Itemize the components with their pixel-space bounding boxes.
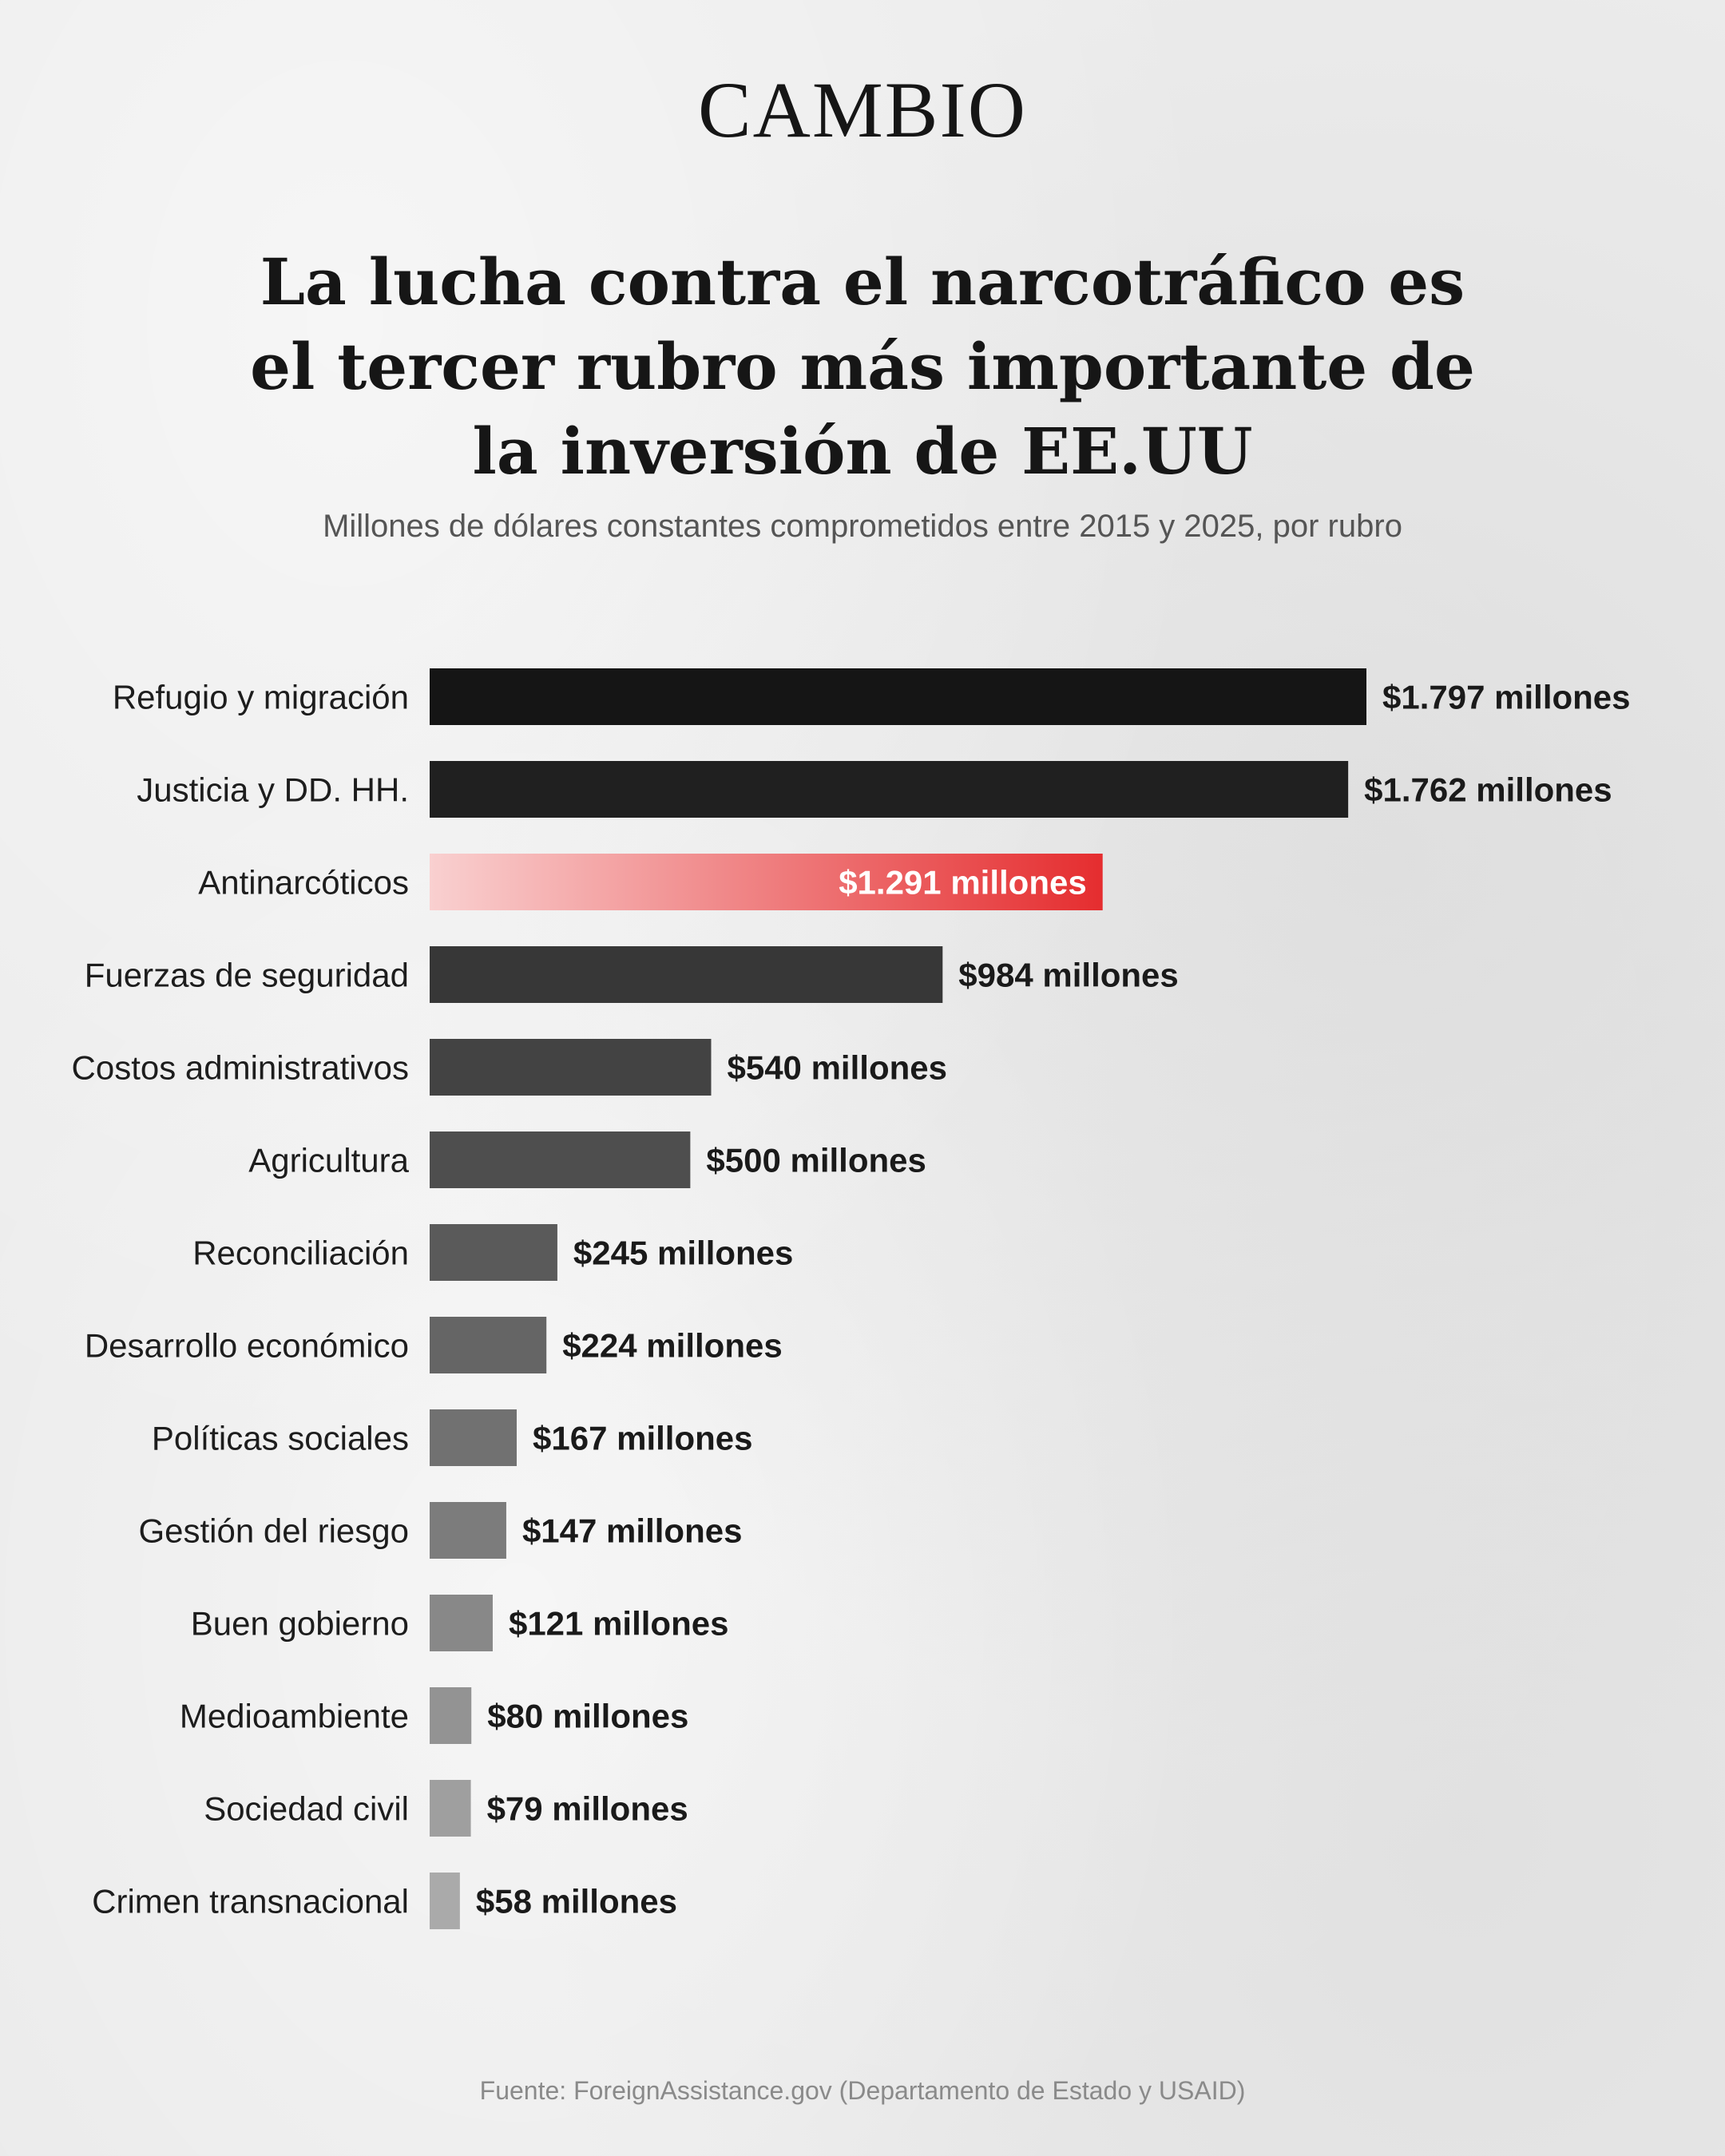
value-label-politicas-sociales: $167 millones [533, 1419, 753, 1457]
bar-gestion-del-riesgo [430, 1502, 506, 1559]
bar-justicia-y-dd-hh [430, 761, 1348, 818]
bars-group [72, 668, 1631, 1929]
category-label-sociedad-civil: Sociedad civil [204, 1789, 409, 1828]
value-label-reconciliacion: $245 millones [573, 1234, 794, 1272]
bar-costos-administrativos [430, 1039, 711, 1096]
value-label-crimen-transnacional: $58 millones [475, 1882, 677, 1920]
value-label-gestion-del-riesgo: $147 millones [521, 1512, 743, 1550]
bar-refugio-y-migracion [430, 668, 1366, 725]
chart-subtitle: Millones de dólares constantes comprometidos entre 2015 y 2025, por rubro [323, 509, 1402, 544]
category-label-justicia-y-dd-hh: Justicia y DD. HH. [137, 771, 409, 809]
category-label-politicas-sociales: Políticas sociales [151, 1419, 409, 1457]
value-label-fuerzas-de-seguridad: $984 millones [958, 956, 1179, 994]
value-label-sociedad-civil: $79 millones [486, 1789, 688, 1828]
category-label-crimen-transnacional: Crimen transnacional [92, 1882, 409, 1920]
category-label-agricultura: Agricultura [248, 1141, 409, 1179]
bar-desarrollo-economico [430, 1317, 546, 1373]
value-label-refugio-y-migracion: $1.797 millones [1382, 678, 1631, 716]
bar-fuerzas-de-seguridad [430, 946, 942, 1003]
value-label-costos-administrativos: $540 millones [727, 1048, 947, 1087]
category-label-medioambiente: Medioambiente [179, 1697, 409, 1735]
category-label-refugio-y-migracion: Refugio y migración [112, 678, 409, 716]
chart-title: La lucha contra el narcotráfico es el tercer rubro más importante de la inversión de EE.UU [250, 244, 1475, 489]
value-label-antinarcoticos: $1.291 millones [839, 863, 1087, 902]
category-label-costos-administrativos: Costos administrativos [71, 1048, 409, 1087]
bar-reconciliacion [430, 1224, 557, 1281]
category-label-gestion-del-riesgo: Gestión del riesgo [138, 1512, 409, 1550]
bar-buen-gobierno [430, 1595, 493, 1651]
value-label-buen-gobierno: $121 millones [508, 1604, 729, 1643]
value-label-agricultura: $500 millones [706, 1141, 926, 1179]
category-label-antinarcoticos: Antinarcóticos [198, 863, 409, 902]
bar-crimen-transnacional [430, 1873, 460, 1929]
brand-logo: CAMBIO [697, 65, 1028, 154]
category-label-buen-gobierno: Buen gobierno [190, 1604, 409, 1643]
bar-politicas-sociales [430, 1409, 517, 1466]
bar-agricultura [430, 1132, 690, 1188]
value-label-desarrollo-economico: $224 millones [562, 1326, 783, 1365]
bar-sociedad-civil [430, 1780, 471, 1837]
bar-medioambiente [430, 1687, 471, 1744]
category-label-reconciliacion: Reconciliación [192, 1234, 409, 1272]
category-label-desarrollo-economico: Desarrollo económico [84, 1326, 409, 1365]
value-label-medioambiente: $80 millones [487, 1697, 689, 1735]
source-note: Fuente: ForeignAssistance.gov (Departamento de Estado y USAID) [479, 2076, 1246, 2105]
category-label-fuerzas-de-seguridad: Fuerzas de seguridad [84, 956, 409, 994]
value-label-justicia-y-dd-hh: $1.762 millones [1364, 771, 1612, 809]
